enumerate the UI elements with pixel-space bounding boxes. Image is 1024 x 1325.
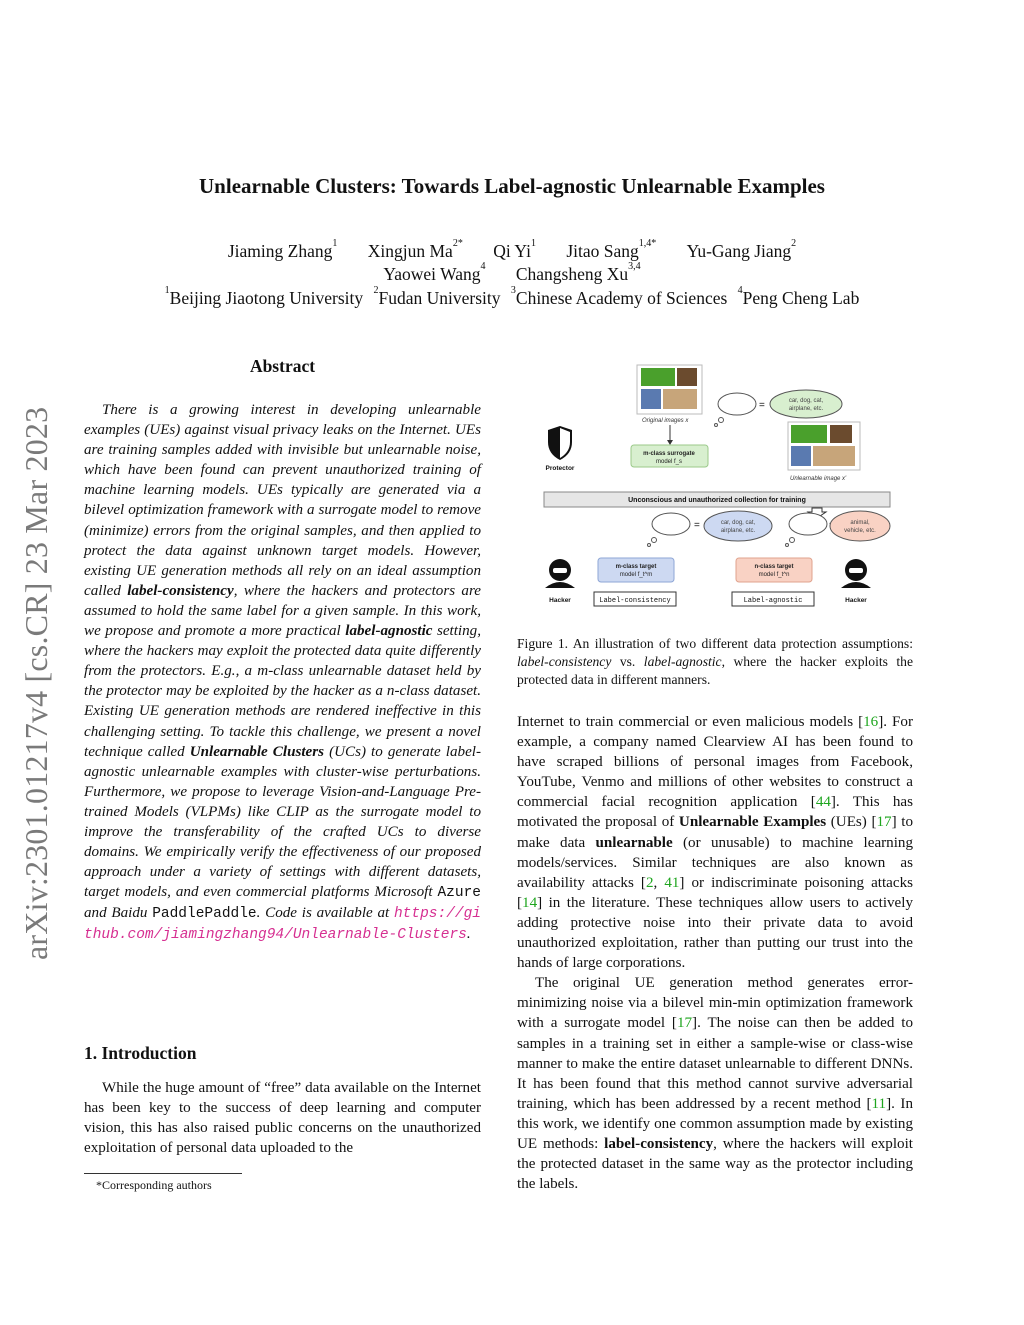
surrogate-label-1: m-class surrogate bbox=[643, 451, 695, 457]
protector-label: Protector bbox=[545, 465, 575, 472]
footnote-rule bbox=[84, 1173, 242, 1174]
thought-bubble bbox=[715, 424, 718, 427]
unlearnable-image-label: Unlearnable image x' bbox=[790, 476, 847, 482]
citation-link[interactable]: 14 bbox=[522, 894, 538, 911]
person-image bbox=[641, 389, 661, 409]
target-n-label-2: model f_t^n bbox=[758, 572, 790, 578]
intro-paragraph-1 bbox=[84, 1078, 481, 1158]
abstract-heading: Abstract bbox=[249, 356, 316, 376]
affiliation: $^3$Chinese Academy of Sciences bbox=[510, 285, 728, 308]
collection-bar-label: Unconscious and unauthorized collection for training bbox=[628, 497, 806, 504]
author: Yu-Gang Jiang$^2$ bbox=[686, 238, 797, 261]
cloud-left-line-2: airplane, etc. bbox=[720, 528, 756, 534]
car-image bbox=[791, 425, 827, 443]
affiliations bbox=[0, 285, 1024, 309]
intro-text: While the huge amount of “free” data available on the Internet has been key to the success of deep learning and computer vision, this has also raised public concerns on the unauthorized exploitation of personal data uploaded to the bbox=[84, 1080, 481, 1157]
surrogate-label-2: model f_s bbox=[655, 459, 683, 465]
citation-link[interactable]: 11 bbox=[871, 1095, 887, 1112]
target-n-label-1: n-class target bbox=[754, 564, 794, 570]
airplane-image bbox=[663, 389, 697, 409]
author: Jiaming Zhang$^1$ bbox=[227, 238, 338, 261]
thought-bubble bbox=[790, 538, 795, 543]
author: Qi Yi$^1$ bbox=[493, 238, 536, 261]
figure-1 bbox=[540, 362, 900, 612]
m-class-target-box bbox=[598, 558, 674, 582]
section-heading-introduction: 1. Introduction bbox=[84, 1043, 197, 1063]
author: Changsheng Xu$^{3,4}$ bbox=[515, 261, 641, 284]
code-link[interactable]: https://github.com/jiamingzhang94/Unlearnable-Clusters bbox=[84, 906, 481, 944]
author: Jitao Sang$^{1,4*}$ bbox=[566, 238, 657, 261]
author: Xingjun $Ma^{2*}$ bbox=[367, 238, 463, 261]
thought-cloud bbox=[789, 513, 827, 535]
hacker-icon bbox=[841, 559, 871, 588]
target-m-label-2: model f_t^m bbox=[619, 572, 653, 578]
label-agnostic-text: Label-agnostic bbox=[743, 597, 803, 605]
citation-link[interactable]: 17 bbox=[876, 814, 892, 831]
hacker-left-label: Hacker bbox=[549, 597, 571, 604]
citation-link[interactable]: 17 bbox=[676, 1015, 693, 1032]
citation-link[interactable]: 44 bbox=[815, 794, 831, 811]
thought-cloud bbox=[718, 393, 756, 415]
cloud-top-line-1: car, dog, cat, bbox=[788, 398, 824, 404]
affiliation: $^2$Fudan University bbox=[373, 285, 501, 308]
citation-link[interactable]: 2 bbox=[645, 874, 654, 891]
hacker-right-label: Hacker bbox=[845, 597, 867, 604]
citation-link[interactable]: 16 bbox=[863, 714, 879, 730]
label-ellipse-right bbox=[830, 511, 890, 541]
intro-paragraph-3: The original UE generation method generates error-minimizing noise via a bilevel min-min optimization framework with a surrogate model [17]. The noise can then be added to samples in a training set in either a sample-wise or class-wise manner to make the entire dataset unlearnable to different DNNs. It has been found that this method cannot survive adversarial training, which has been addressed by a recent method [11]. In this work, we identify one common assumption made by existing UE methods: label-consistency, where the hackers will exploit the protected dataset in the same way as the protector including the labels. bbox=[517, 975, 913, 1193]
hacker-icon bbox=[545, 559, 575, 588]
thought-bubble bbox=[648, 544, 651, 547]
authors-row-1 bbox=[0, 238, 1024, 262]
target-m-label-1: m-class target bbox=[615, 564, 657, 570]
arrow-head bbox=[667, 440, 673, 445]
figure-caption: Figure 1. An illustration of two different data protection assumptions: label-consistency vs. label-agnostic, where the hacker exploits the protected data in different manners. bbox=[517, 636, 913, 687]
footnote: *Corresponding authors bbox=[96, 1178, 212, 1192]
figure-diagram bbox=[540, 362, 900, 612]
cloud-top-line-2: airplane, etc. bbox=[788, 406, 824, 412]
citation-link[interactable]: 41 bbox=[664, 874, 680, 891]
cloud-right-line-2: vehicle, etc. bbox=[844, 528, 876, 534]
author: Yaowei Wang$^4$ bbox=[383, 261, 486, 284]
dog-image bbox=[677, 368, 697, 386]
abstract-body bbox=[84, 400, 481, 946]
intro-paragraph-2: Internet to train commercial or even malicious models [16]. For example, a company named Clearview AI has been found to have scraped billions of personal images from Facebook, YouTube, Venmo and millions of other websites to construct a commercial facial recognition application [44]. This has motivated the proposal of Unlearnable Examples (UEs) [17] to make data unlearnable (or unusable) to machine learning models/services. Similar techniques are also known as availability attacks [2, 41] or indiscriminate poisoning attacks [14] in the literature. These techniques allow users to actively adding protective noise into their private data to avoid unauthorized exploitation, rather than putting our trust into the hands of large corporations. bbox=[517, 714, 914, 972]
thought-cloud bbox=[652, 513, 690, 535]
cloud-right-line-1: animal, bbox=[850, 520, 870, 526]
cloud-left-line-1: car, dog, cat, bbox=[720, 520, 756, 526]
thought-bubble bbox=[786, 544, 789, 547]
right-column-text bbox=[517, 712, 913, 1194]
paper-title: Unlearnable Clusters: Towards Label-agnostic Unlearnable Examples bbox=[199, 174, 825, 198]
equals-sign: = bbox=[759, 400, 765, 411]
thought-bubble bbox=[652, 538, 657, 543]
label-ellipse-left bbox=[704, 511, 772, 541]
car-image bbox=[641, 368, 675, 386]
airplane-image bbox=[813, 446, 855, 466]
person-image bbox=[791, 446, 811, 466]
equals-sign: = bbox=[694, 520, 700, 531]
authors-row-2 bbox=[0, 261, 1024, 285]
n-class-target-box bbox=[736, 558, 812, 582]
thought-bubble bbox=[719, 418, 724, 423]
label-consistency-text: Label-consistency bbox=[599, 597, 671, 605]
affiliation: $^1$Beijing Jiaotong University bbox=[164, 285, 364, 308]
shield-highlight bbox=[560, 428, 570, 458]
arxiv-watermark: arXiv:2301.01217v4 [cs.CR] 23 Mar 2023 bbox=[18, 406, 54, 960]
affiliation: $^4$Peng Cheng Lab bbox=[737, 285, 860, 308]
original-images-label: Original images x bbox=[642, 418, 689, 424]
label-ellipse-top bbox=[770, 390, 842, 418]
abstract-paragraph: There is a growing interest in developing unlearnable examples (UEs) against visual privacy leaks on the Internet. UEs are training samples added with invisible but unlearnable noise, which have been found can prevent unauthorized training of machine learning models. UEs typically are generated via a bilevel optimization framework with a surrogate model to remove (minimize) errors from the original samples, and then applied to protect the data against unknown target models. However, existing UE generation methods all rely on an ideal assumption called label-consistency, where the hackers and protectors are assumed to hold the same label for a given sample. In this work, we propose and promote a more practical label-agnostic setting, where the hackers may exploit the protected data quite differently from the protectors. E.g., a m-class unlearnable dataset held by the protector may be exploited by the hacker as a n-class dataset. Existing UE generation methods are rendered ineffective in this challenging setting. To tackle this challenge, we present a novel technique called Unlearnable Clusters (UCs) to generate label-agnostic unlearnable examples with cluster-wise perturbations. Furthermore, we propose to leverage Vision-and-Language Pre-trained Models (VLPMs) like CLIP as the surrogate model to improve the transferability of the crafted UCs to diverse domains. We empirically verify the effectiveness of our proposed approach under a variety of settings with different datasets, target models, and even commercial platforms Microsoft Azure and Baidu PaddlePaddle. Code is available at https://github.com/jiamingzhang94/Unlearnable-Clusters. bbox=[84, 402, 481, 944]
dog-image bbox=[830, 425, 852, 443]
